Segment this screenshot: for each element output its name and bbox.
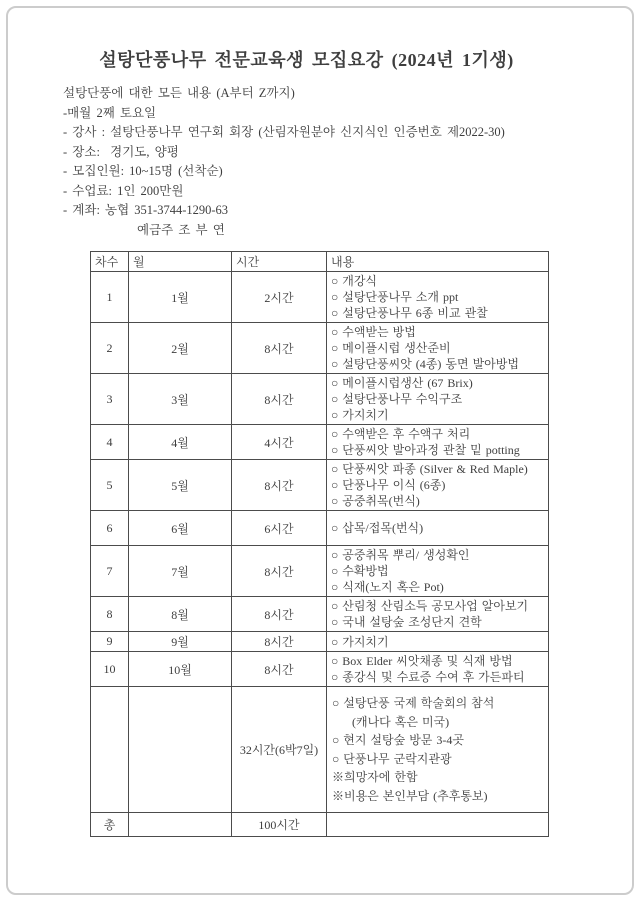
table-row bbox=[91, 813, 549, 837]
content-line: ○ 수액받는 방법 bbox=[331, 325, 416, 339]
session-cell: 10 bbox=[91, 652, 129, 687]
content-line: ○ 가지치기 bbox=[331, 408, 389, 422]
content-line: ○ 메이플시럽 생산준비 bbox=[331, 341, 451, 355]
content-line: ○ 공중취목 뿌리/ 생성확인 bbox=[331, 548, 470, 562]
session-cell: 3 bbox=[91, 374, 129, 425]
month-cell bbox=[129, 687, 232, 813]
content-cell bbox=[327, 597, 549, 632]
month-cell: 2월 bbox=[129, 323, 232, 374]
content-line: ○ 현지 설탕숲 방문 3-4곳 bbox=[332, 733, 464, 747]
content-line: ○ 설탕단풍씨앗 (4종) 동면 발아방법 bbox=[331, 357, 519, 371]
page-title: 설탕단풍나무 전문교육생 모집요강 (2024년 1기생) bbox=[99, 50, 514, 70]
content-line: ○ 수확방법 bbox=[331, 564, 389, 578]
content-line: ○ 수액받은 후 수액구 처리 bbox=[331, 427, 471, 441]
content-line: ○ 단풍나무 군락지관광 bbox=[332, 751, 452, 766]
session-cell: 1 bbox=[91, 272, 129, 323]
session-cell bbox=[91, 687, 129, 813]
hours-cell: 2시간 bbox=[232, 272, 327, 323]
hours-cell: 8시간 bbox=[232, 632, 327, 652]
content-line: ○ 설탕단풍나무 수익구조 bbox=[331, 392, 463, 406]
content-cell bbox=[327, 687, 549, 813]
intro-line: - 강사 : 설탕단풍나무 연구회 회장 (산림자원분야 신지식인 인증번호 제2022-30) bbox=[63, 125, 505, 139]
column-header: 내용 bbox=[327, 252, 549, 272]
content-line: ○ 가지치기 bbox=[331, 634, 389, 649]
hours-cell: 8시간 bbox=[232, 460, 327, 511]
table-row bbox=[91, 323, 549, 374]
table-row bbox=[91, 460, 549, 511]
content-cell bbox=[327, 546, 549, 597]
content-line: ○ 개강식 bbox=[331, 274, 378, 288]
content-line: ○ 종강식 및 수료증 수여 후 가든파티 bbox=[331, 670, 525, 684]
month-cell: 7월 bbox=[129, 546, 232, 597]
content-cell bbox=[327, 323, 549, 374]
content-cell bbox=[327, 632, 549, 652]
hours-cell: 8시간 bbox=[232, 374, 327, 425]
schedule-table bbox=[90, 251, 549, 837]
table-header-row bbox=[91, 252, 549, 272]
content-cell bbox=[327, 511, 549, 546]
intro-line: 설탕단풍에 대한 모든 내용 (A부터 Z까지) bbox=[63, 86, 295, 100]
content-line: ○ 단풍씨앗 발아과정 관찰 밑 potting bbox=[331, 443, 520, 457]
hours-cell: 100시간 bbox=[232, 813, 327, 837]
content-cell bbox=[327, 460, 549, 511]
content-line: ○ 삽목/접목(번식) bbox=[331, 521, 424, 535]
month-cell: 9월 bbox=[129, 632, 232, 652]
hours-cell: 8시간 bbox=[232, 323, 327, 374]
table-body bbox=[91, 272, 549, 837]
month-cell: 6월 bbox=[129, 511, 232, 546]
month-cell bbox=[129, 813, 232, 837]
month-cell: 4월 bbox=[129, 425, 232, 460]
content-line: (캐나다 혹은 미국) bbox=[332, 714, 450, 729]
month-cell: 8월 bbox=[129, 597, 232, 632]
intro-line: -매월 2째 토요일 bbox=[63, 105, 157, 120]
session-cell: 5 bbox=[91, 460, 129, 511]
month-cell: 5월 bbox=[129, 460, 232, 511]
table-row bbox=[91, 511, 549, 546]
intro-line: 예금주 조 부 연 bbox=[137, 222, 225, 237]
table-row bbox=[91, 632, 549, 652]
session-cell: 4 bbox=[91, 425, 129, 460]
table-row bbox=[91, 272, 549, 323]
session-cell: 2 bbox=[91, 323, 129, 374]
session-cell: 7 bbox=[91, 546, 129, 597]
column-header: 월 bbox=[129, 252, 232, 272]
hours-cell: 32시간(6박7일) bbox=[232, 687, 327, 813]
intro-lines bbox=[63, 84, 555, 240]
document-content bbox=[63, 46, 555, 837]
content-line: ※희망자에 한함 bbox=[332, 770, 418, 784]
month-cell: 1월 bbox=[129, 272, 232, 323]
hours-cell: 8시간 bbox=[232, 652, 327, 687]
table-row bbox=[91, 374, 549, 425]
month-cell: 3월 bbox=[129, 374, 232, 425]
column-header: 차수 bbox=[91, 252, 129, 272]
hours-cell: 8시간 bbox=[232, 546, 327, 597]
table-row bbox=[91, 425, 549, 460]
hours-cell: 6시간 bbox=[232, 511, 327, 546]
content-line: ○ 설탕단풍 국제 학술회의 참석 bbox=[332, 696, 495, 710]
content-line: ○ 식재(노지 혹은 Pot) bbox=[331, 580, 444, 594]
content-line: ○ 설탕단풍나무 소개 ppt bbox=[331, 290, 459, 304]
content-line: ○ 산림청 산림소득 공모사업 알아보기 bbox=[331, 599, 529, 613]
table-row bbox=[91, 597, 549, 632]
content-line: ※비용은 본인부담 (추후통보) bbox=[332, 788, 488, 803]
table-row bbox=[91, 546, 549, 597]
content-line: ○ 국내 설탕숲 조성단지 견학 bbox=[331, 615, 482, 629]
session-cell: 9 bbox=[91, 632, 129, 652]
content-cell bbox=[327, 374, 549, 425]
table-row bbox=[91, 652, 549, 687]
content-line: ○ 단풍씨앗 파종 (Silver & Red Maple) bbox=[331, 462, 528, 476]
content-line: ○ 설탕단풍나무 6종 비교 관찰 bbox=[331, 306, 488, 320]
intro-line: - 계좌: 농협 351-3744-1290-63 bbox=[63, 203, 229, 217]
content-cell bbox=[327, 652, 549, 687]
column-header: 시간 bbox=[232, 252, 327, 272]
content-cell bbox=[327, 425, 549, 460]
content-cell bbox=[327, 813, 549, 837]
hours-cell: 8시간 bbox=[232, 597, 327, 632]
hours-cell: 4시간 bbox=[232, 425, 327, 460]
session-cell: 총 bbox=[91, 813, 129, 837]
content-line: ○ Box Elder 씨앗채종 및 식재 방법 bbox=[331, 654, 513, 668]
content-cell bbox=[327, 272, 549, 323]
session-cell: 8 bbox=[91, 597, 129, 632]
month-cell: 10월 bbox=[129, 652, 232, 687]
session-cell: 6 bbox=[91, 511, 129, 546]
content-line: ○ 단풍나무 이식 (6종) bbox=[331, 478, 446, 492]
content-line: ○ 메이플시럽생산 (67 Brix) bbox=[331, 376, 473, 390]
table-row bbox=[91, 687, 549, 813]
intro-line: - 모집인원: 10~15명 (선착순) bbox=[63, 164, 223, 178]
intro-line: - 수업료: 1인 200만원 bbox=[63, 183, 184, 198]
content-line: ○ 공중취목(번식) bbox=[331, 494, 420, 508]
intro-line: - 장소: 경기도, 양평 bbox=[63, 144, 179, 159]
